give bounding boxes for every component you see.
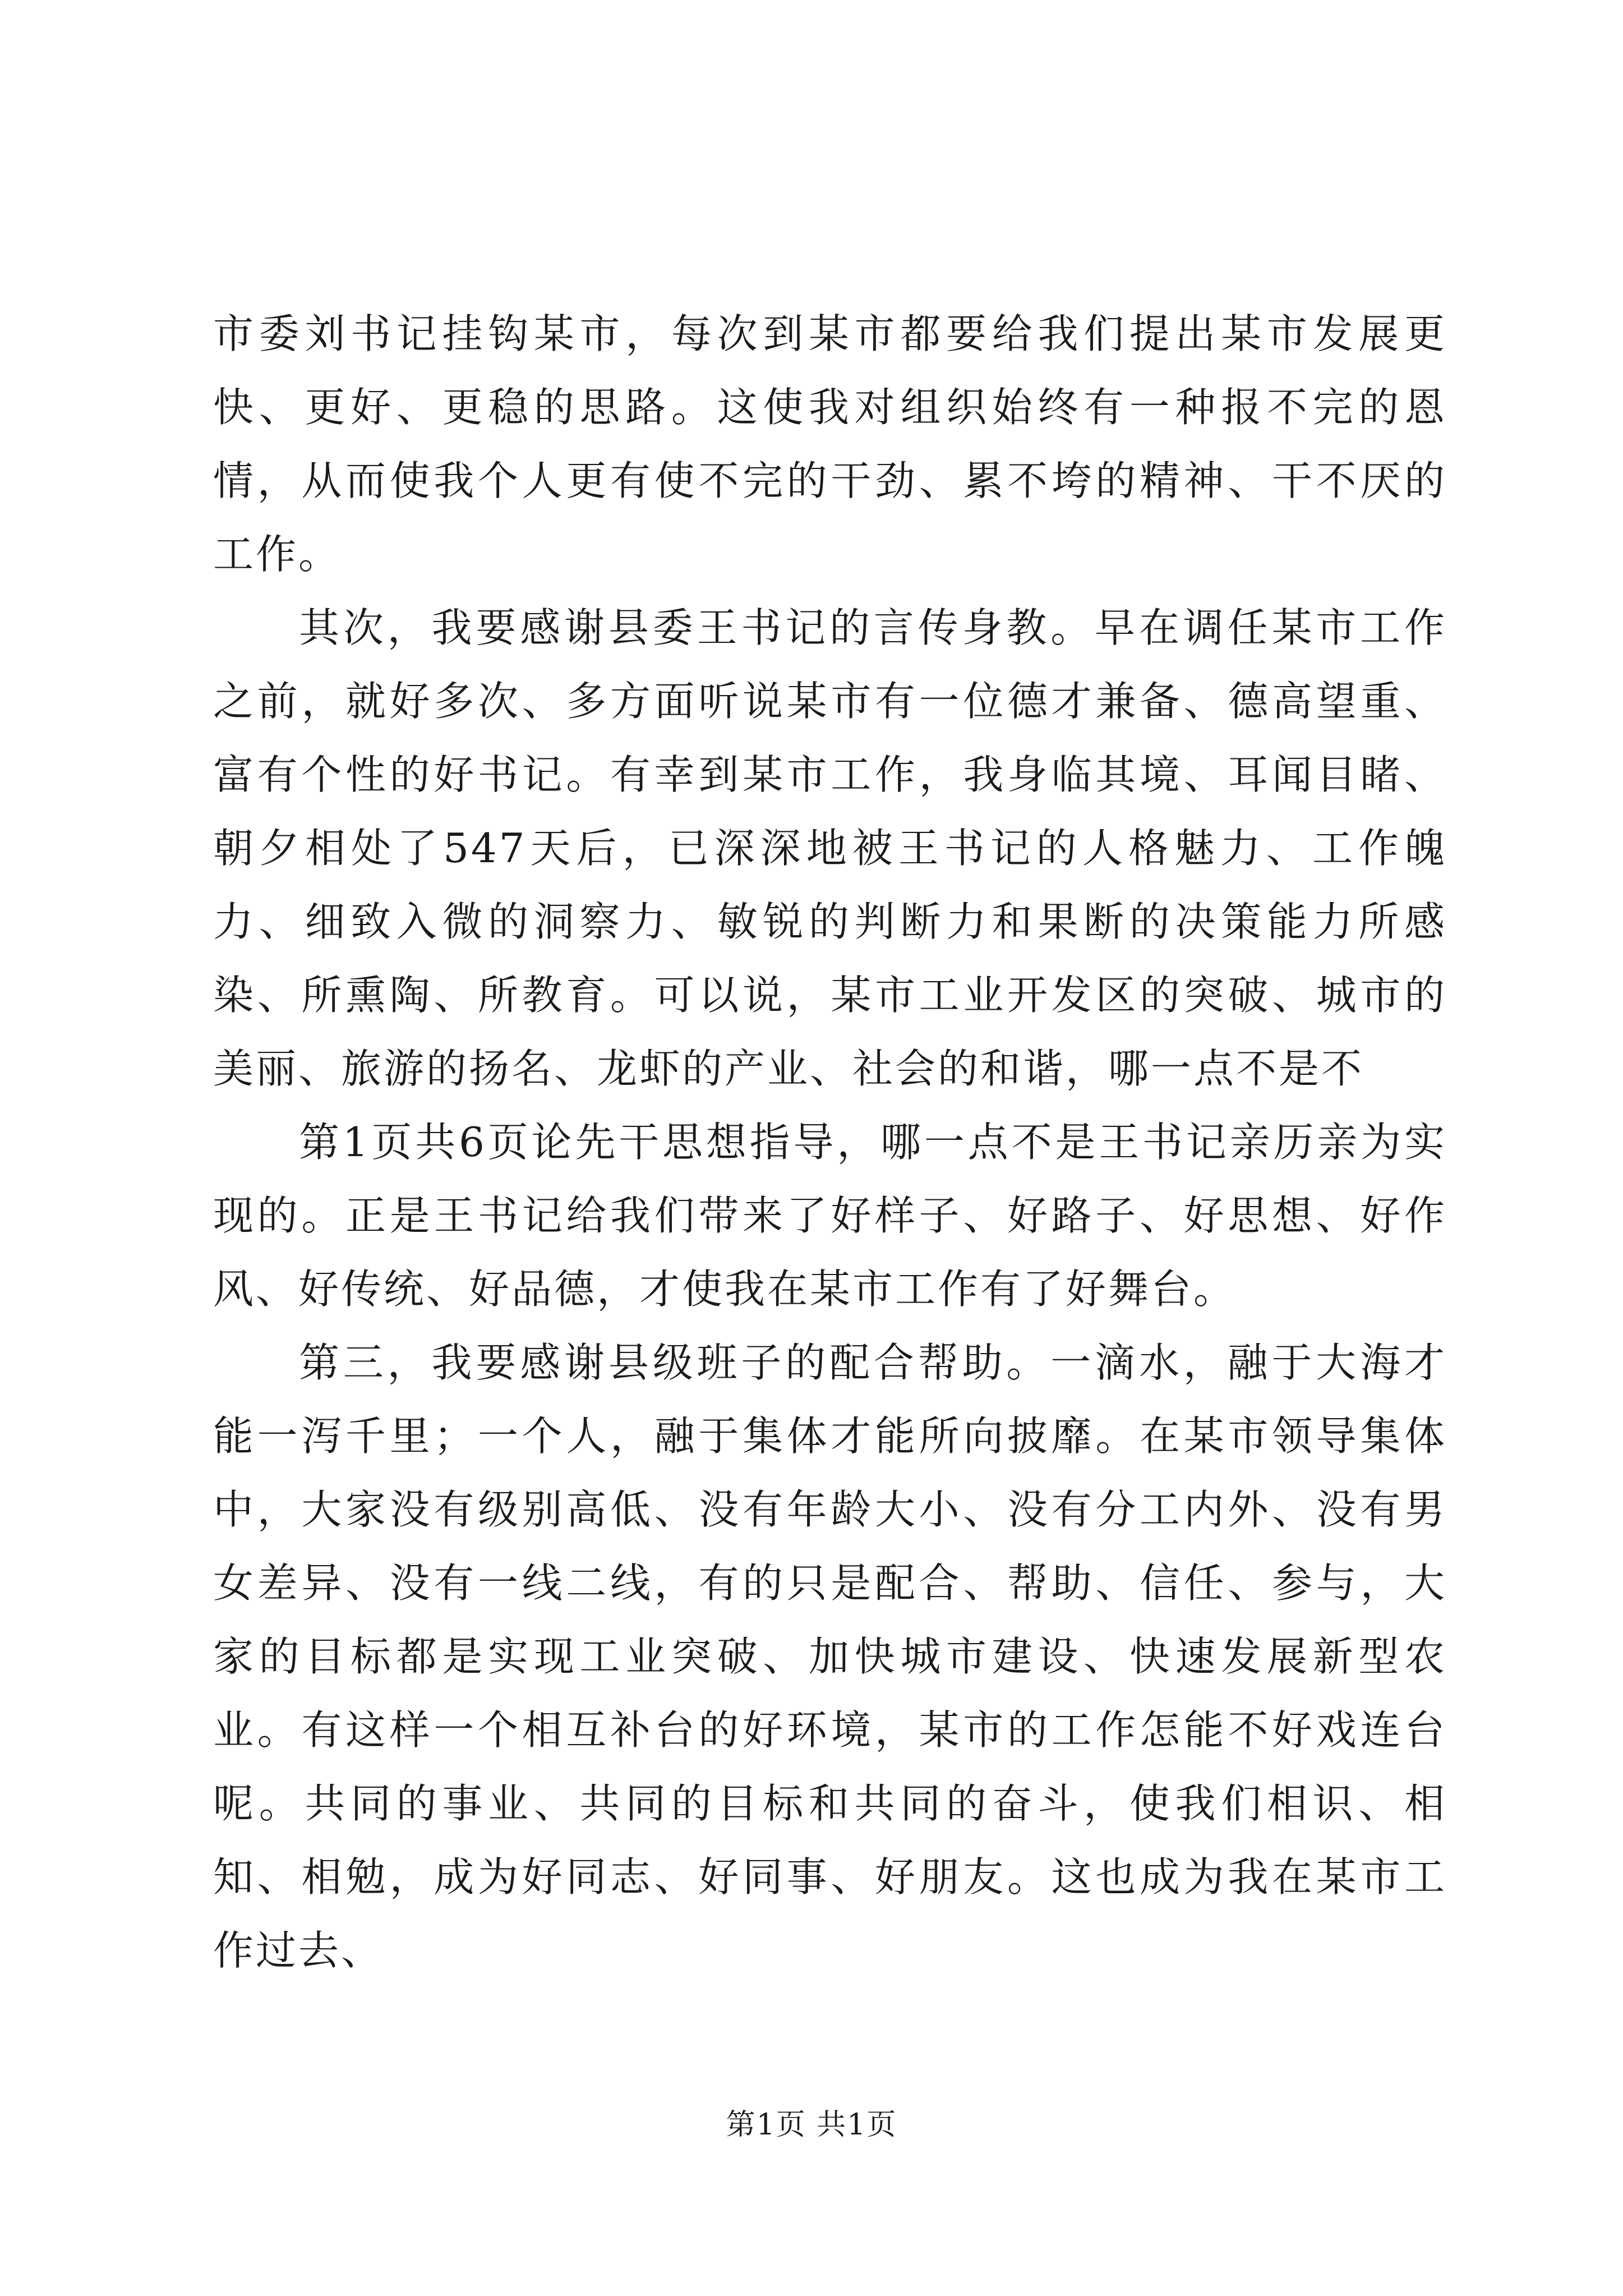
paragraph-3: 第1页共6页论先干思想指导，哪一点不是王书记亲历亲为实现的。正是王书记给我们带来了好样子、好路子、好思想、好作风、好传统、好品德，才使我在某市工作有了好舞台。 bbox=[213, 1119, 1447, 1313]
paragraph-4: 第三，我要感谢县级班子的配合帮助。一滴水，融于大海才能一泻千里；一个人，融于集体才能所向披靡。在某市领导集体中，大家没有级别高低、没有年龄大小、没有分工内外、没有男女差异、没有一线二线，有的只是配合、帮助、信任、参与，大家的目标都是实现工业突破、加快城市建设、快速发展新型农业。有这样一个相互补台的好环境，某市的工作怎能不好戏连台呢。共同的事业、共同的目标和共同的奋斗，使我们相识、相知、相勉，成为好同志、好同事、好朋友。这也成为我在某市工作过去、 bbox=[213, 1339, 1447, 1974]
paragraph-2: 其次，我要感谢县委王书记的言传身教。早在调任某市工作之前，就好多次、多方面听说某市有一位德才兼备、德高望重、富有个性的好书记。有幸到某市工作，我身临其境、耳闻目睹、朝夕相处了547天后，已深深地被王书记的人格魅力、工作魄力、细致入微的洞察力、敏锐的判断力和果断的决策能力所感染、所熏陶、所教育。可以说，某市工业开发区的突破、城市的美丽、旅游的扬名、龙虾的产业、社会的和谐，哪一点不是不 bbox=[213, 604, 1447, 1092]
paragraph-1: 市委刘书记挂钩某市，每次到某市都要给我们提出某市发展更快、更好、更稳的思路。这使我对组织始终有一种报不完的恩情，从而使我个人更有使不完的干劲、累不垮的精神、干不厌的工作。 bbox=[213, 310, 1447, 578]
page-footer: 第1页 共1页 bbox=[726, 2108, 897, 2142]
document-body bbox=[213, 297, 1447, 1987]
